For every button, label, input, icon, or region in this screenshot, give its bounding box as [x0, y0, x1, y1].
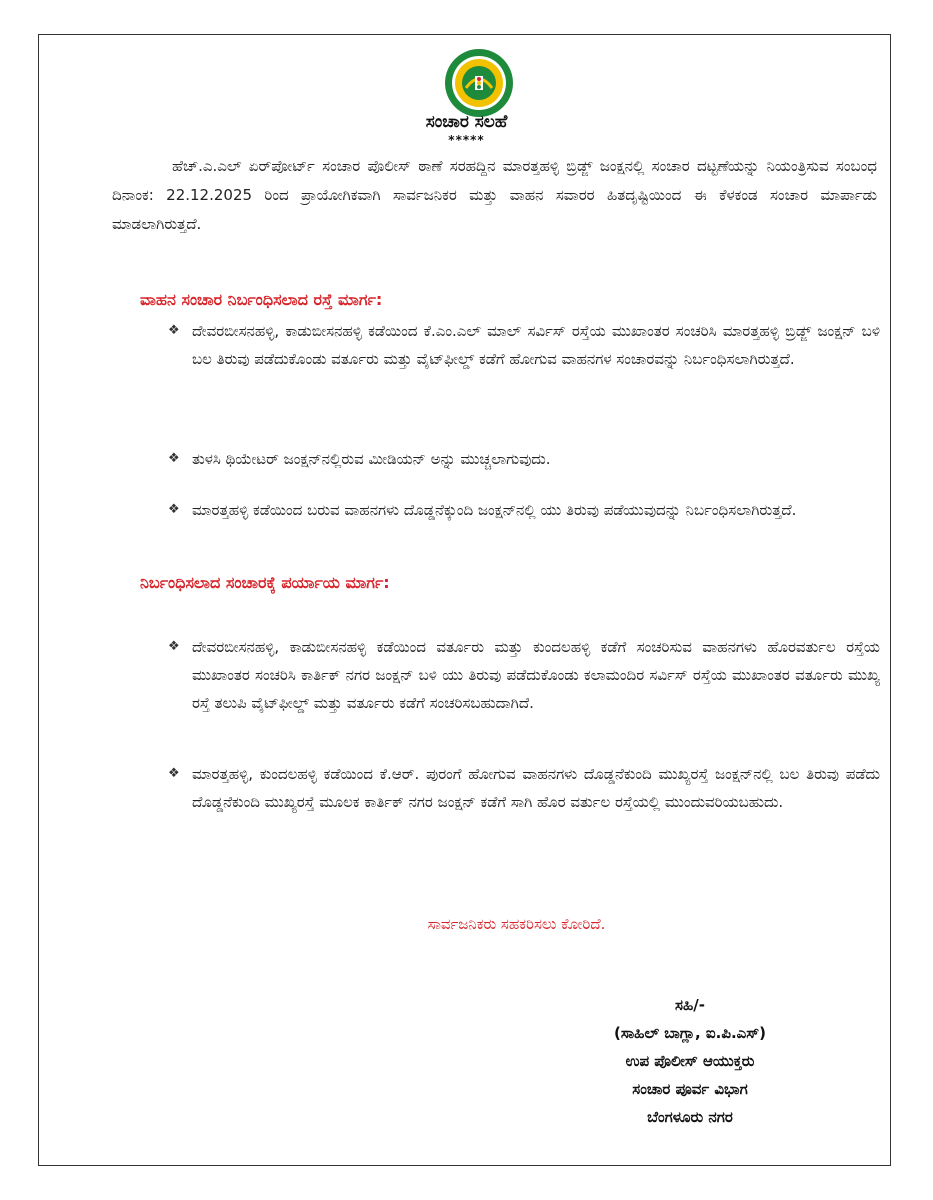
list-item-text: ತುಳಸಿ ಥಿಯೇಟರ್ ಜಂಕ್ಷನ್‌ನಲ್ಲಿರುವ ಮೀಡಿಯನ್ ಅನ್ನು ಮುಚ್ಚಲಾಗುವುದು.	[192, 450, 551, 468]
bullet-diamond-icon: ❖	[168, 502, 180, 517]
signature-name: (ಸಾಹಿಲ್ ಬಾಗ್ಲಾ, ಐ.ಪಿ.ಎಸ್)	[614, 1024, 766, 1042]
title-stars: *****	[448, 133, 485, 147]
restricted-route-heading: ವಾಹನ ಸಂಚಾರ ನಿರ್ಬಂಧಿಸಲಾದ ರಸ್ತೆ ಮಾರ್ಗ:	[140, 290, 383, 309]
intro-paragraph: ಹೆಚ್.ಎ.ಎಲ್ ಏರ್‌ಪೋರ್ಟ್ ಸಂಚಾರ ಪೊಲೀಸ್ ಠಾಣೆ ಸರಹದ್ದಿನ ಮಾರತ್ತಹಳ್ಳಿ ಬ್ರಿಡ್ಜ್ ಜಂಕ್ಷನಲ್ಲಿ ಸಂಚಾರ ದಟ್ಟಣೆಯನ್ನು ನಿಯಂತ್ರಿಸುವ ಸಂಬಂಧ ದಿನಾಂಕ: 22.12.2025 ರಿಂದ ಪ್ರಾಯೋಗಿಕವಾಗಿ ಸಾರ್ವಜನಿಕರ ಮತ್ತು ವಾಹನ ಸವಾರರ ಹಿತದೃಷ್ಟಿಯಿಂದ ಈ ಕೆಳಕಂಡ ಸಂಚಾರ ಮಾರ್ಪಾಡು ಮಾಡಲಾಗಿರುತ್ತದೆ.	[112, 157, 877, 233]
signature-signed: ಸಹಿ/-	[675, 996, 705, 1014]
public-appeal: ಸಾರ್ವಜನಿಕರು ಸಹಕರಿಸಲು ಕೋರಿದೆ.	[427, 915, 606, 933]
list-item-text: ದೇವರಬೀಸನಹಳ್ಳಿ, ಕಾಡುಬೀಸನಹಳ್ಳಿ ಕಡೆಯಿಂದ ವರ್ತೂರು ಮತ್ತು ಕುಂದಲಹಳ್ಳಿ ಕಡೆಗೆ ಸಂಚರಿಸುವ ವಾಹನಗಳು ಹೊರವರ್ತುಲ ರಸ್ತೆಯ ಮುಖಾಂತರ ಸಂಚರಿಸಿ ಕಾರ್ತಿಕ್ ನಗರ ಜಂಕ್ಷನ್ ಬಳಿ ಯು ತಿರುವು ಪಡೆದುಕೊಂಡು ಕಲಾಮಂದಿರ ಸರ್ವಿಸ್ ರಸ್ತೆಯ ಮುಖಾಂತರ ವರ್ತೂರು ಮುಖ್ಯ ರಸ್ತೆ ತಲುಪಿ ವೈಟ್‌ಫೀಲ್ಡ್ ಮತ್ತು ವರ್ತೂರು ಕಡೆಗೆ ಸಂಚರಿಸಬಹುದಾಗಿದೆ.	[192, 638, 880, 712]
signature-designation: ಉಪ ಪೊಲೀಸ್ ಆಯುಕ್ತರು	[625, 1052, 755, 1070]
list-item	[168, 633, 880, 717]
list-item-text: ಮಾರತ್ತಹಳ್ಳಿ, ಕುಂದಲಹಳ್ಳಿ ಕಡೆಯಿಂದ ಕೆ.ಆರ್. ಪುರಂಗೆ ಹೋಗುವ ವಾಹನಗಳು ದೊಡ್ಡನೆಕುಂದಿ ಮುಖ್ಯರಸ್ತೆ ಜಂಕ್ಷನ್‌ನಲ್ಲಿ ಬಲ ತಿರುವು ಪಡೆದು ದೊಡ್ಡನೆಕುಂದಿ ಮುಖ್ಯರಸ್ತೆ ಮೂಲಕ ಕಾರ್ತಿಕ್ ನಗರ ಜಂಕ್ಷನ್ ಕಡೆಗೆ ಸಾಗಿ ಹೊರ ವರ್ತುಲ ರಸ್ತೆಯಲ್ಲಿ ಮುಂದುವರಿಯಬಹುದು.	[192, 765, 880, 811]
alternate-route-heading: ನಿರ್ಬಂಧಿಸಲಾದ ಸಂಚಾರಕ್ಕೆ ಪರ್ಯಾಯ ಮಾರ್ಗ:	[140, 573, 390, 592]
signature-division: ಸಂಚಾರ ಪೂರ್ವ ವಿಭಾಗ	[632, 1080, 748, 1098]
list-item	[168, 760, 880, 816]
list-item	[168, 445, 880, 473]
list-item-text: ಮಾರತ್ತಹಳ್ಳಿ ಕಡೆಯಿಂದ ಬರುವ ವಾಹನಗಳು ದೊಡ್ಡನೆಕ್ಕುಂದಿ ಜಂಕ್ಷನ್‌ನಲ್ಲಿ ಯು ತಿರುವು ಪಡೆಯುವುದನ್ನು ನಿರ್ಬಂಧಿಸಲಾಗಿರುತ್ತದೆ.	[192, 501, 797, 519]
bullet-diamond-icon: ❖	[168, 639, 180, 654]
traffic-police-emblem-icon	[444, 48, 514, 118]
bullet-diamond-icon: ❖	[168, 323, 180, 338]
bullet-diamond-icon: ❖	[168, 451, 180, 466]
page-title: ಸಂಚಾರ ಸಲಹೆ	[425, 112, 508, 132]
list-item	[168, 317, 880, 373]
bullet-diamond-icon: ❖	[168, 766, 180, 781]
list-item	[168, 496, 880, 524]
list-item-text: ದೇವರಬೀಸನಹಳ್ಳಿ, ಕಾಡುಬೀಸನಹಳ್ಳಿ ಕಡೆಯಿಂದ ಕೆ.ಎಂ.ಎಲ್ ಮಾಲ್ ಸರ್ವಿಸ್ ರಸ್ತೆಯ ಮುಖಾಂತರ ಸಂಚರಿಸಿ ಮಾರತ್ತಹಳ್ಳಿ ಬ್ರಿಡ್ಜ್ ಜಂಕ್ಷನ್ ಬಳಿ ಬಲ ತಿರುವು ಪಡೆದುಕೊಂಡು ವರ್ತೂರು ಮತ್ತು ವೈಟ್‌ಫೀಲ್ಡ್ ಕಡೆಗೆ ಹೋಗುವ ವಾಹನಗಳ ಸಂಚಾರವನ್ನು ನಿರ್ಬಂಧಿಸಲಾಗಿರುತ್ತದೆ.	[192, 322, 880, 368]
signature-city: ಬೆಂಗಳೂರು ನಗರ	[647, 1108, 733, 1126]
